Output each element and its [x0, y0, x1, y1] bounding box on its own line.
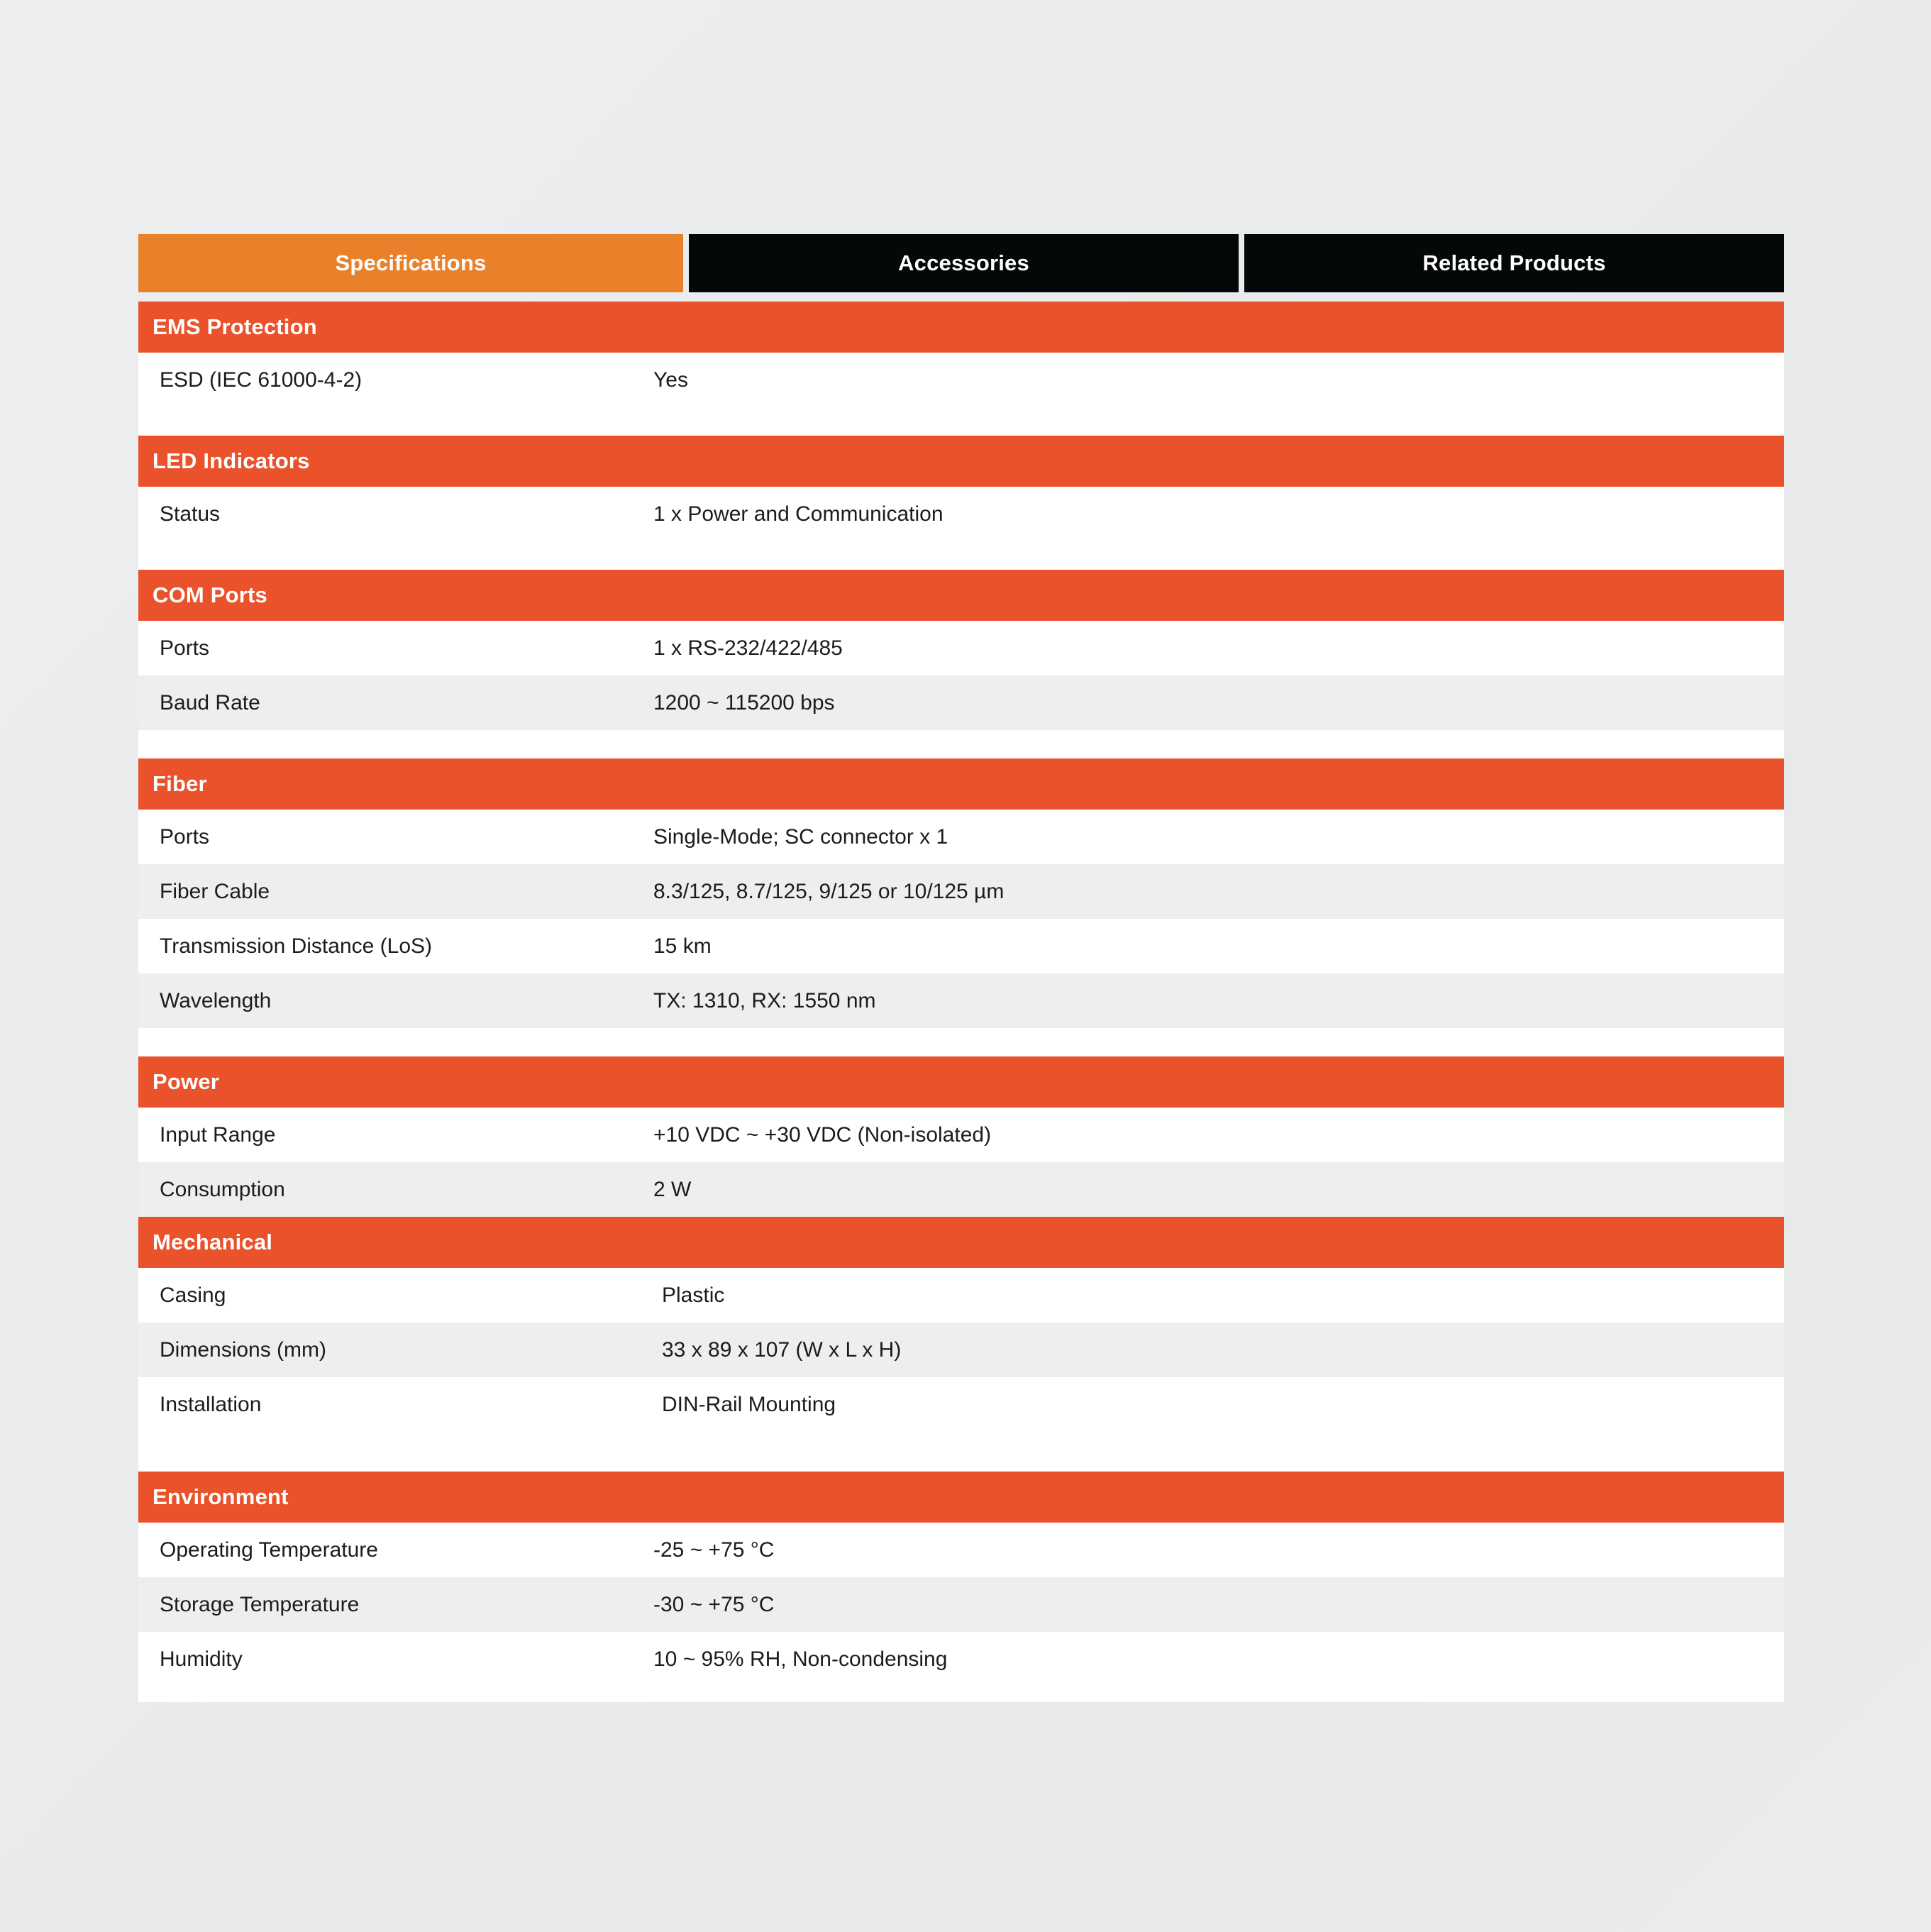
tab-related-products[interactable]: Related Products [1244, 234, 1784, 292]
row-label: Input Range [160, 1122, 276, 1147]
section-header-fiber: Fiber [138, 758, 1784, 810]
row-value: 2 W [653, 1177, 692, 1201]
section-spacer [138, 407, 1784, 436]
row-value: 1200 ~ 115200 bps [653, 690, 835, 714]
section-header-power: Power [138, 1056, 1784, 1108]
row-value: 8.3/125, 8.7/125, 9/125 or 10/125 µm [653, 879, 1005, 903]
row-label: Fiber Cable [160, 879, 270, 903]
table-row [138, 1323, 1784, 1377]
section-spacer [138, 541, 1784, 570]
row-label: Transmission Distance (LoS) [160, 934, 433, 958]
table-row [138, 1632, 1784, 1687]
row-value: -25 ~ +75 °C [653, 1538, 775, 1562]
row-value: 15 km [653, 934, 712, 958]
row-value: 1 x Power and Communication [653, 502, 944, 526]
row-value: Single-Mode; SC connector x 1 [653, 824, 948, 849]
section-spacer [138, 1028, 1784, 1056]
row-value: Plastic [662, 1283, 725, 1307]
tab-accessories[interactable]: Accessories [689, 234, 1239, 292]
row-label: Ports [160, 824, 210, 849]
row-label: Installation [160, 1392, 262, 1416]
tab-specifications[interactable]: Specifications [138, 234, 683, 292]
section-header-com-ports: COM Ports [138, 570, 1784, 621]
table-row [138, 1577, 1784, 1632]
row-label: Wavelength [160, 988, 272, 1012]
table-row [138, 353, 1784, 407]
row-value: +10 VDC ~ +30 VDC (Non-isolated) [653, 1122, 992, 1147]
specifications-table [138, 302, 1784, 1702]
section-header-ems-protection: EMS Protection [138, 302, 1784, 353]
table-row [138, 864, 1784, 919]
row-label: Casing [160, 1283, 226, 1307]
table-row [138, 675, 1784, 730]
table-row [138, 621, 1784, 675]
row-label: Status [160, 502, 221, 526]
row-label: Dimensions (mm) [160, 1337, 327, 1362]
table-row [138, 1162, 1784, 1217]
table-row [138, 1268, 1784, 1323]
row-label: Consumption [160, 1177, 285, 1201]
row-value: Yes [653, 368, 688, 392]
table-row [138, 1523, 1784, 1577]
table-row [138, 1108, 1784, 1162]
row-label: Baud Rate [160, 690, 260, 714]
table-row [138, 1377, 1784, 1432]
table-row [138, 810, 1784, 864]
section-spacer [138, 730, 1784, 758]
section-header-led-indicators: LED Indicators [138, 436, 1784, 487]
row-label: Humidity [160, 1647, 243, 1671]
row-value: -30 ~ +75 °C [653, 1592, 775, 1616]
row-label: ESD (IEC 61000-4-2) [160, 368, 363, 392]
row-value: DIN-Rail Mounting [662, 1392, 836, 1416]
row-value: TX: 1310, RX: 1550 nm [653, 988, 876, 1012]
row-label: Ports [160, 636, 210, 660]
row-value: 1 x RS-232/422/485 [653, 636, 843, 660]
table-bottom-spacer [138, 1687, 1784, 1702]
section-header-environment: Environment [138, 1472, 1784, 1523]
table-row [138, 973, 1784, 1028]
row-value: 10 ~ 95% RH, Non-condensing [653, 1647, 948, 1671]
row-label: Storage Temperature [160, 1592, 360, 1616]
tab-bar [138, 234, 1784, 292]
table-row [138, 919, 1784, 973]
row-value: 33 x 89 x 107 (W x L x H) [662, 1337, 902, 1362]
section-header-mechanical: Mechanical [138, 1217, 1784, 1268]
section-spacer [138, 1432, 1784, 1472]
table-row [138, 487, 1784, 541]
row-label: Operating Temperature [160, 1538, 378, 1562]
specifications-page [138, 234, 1784, 1702]
